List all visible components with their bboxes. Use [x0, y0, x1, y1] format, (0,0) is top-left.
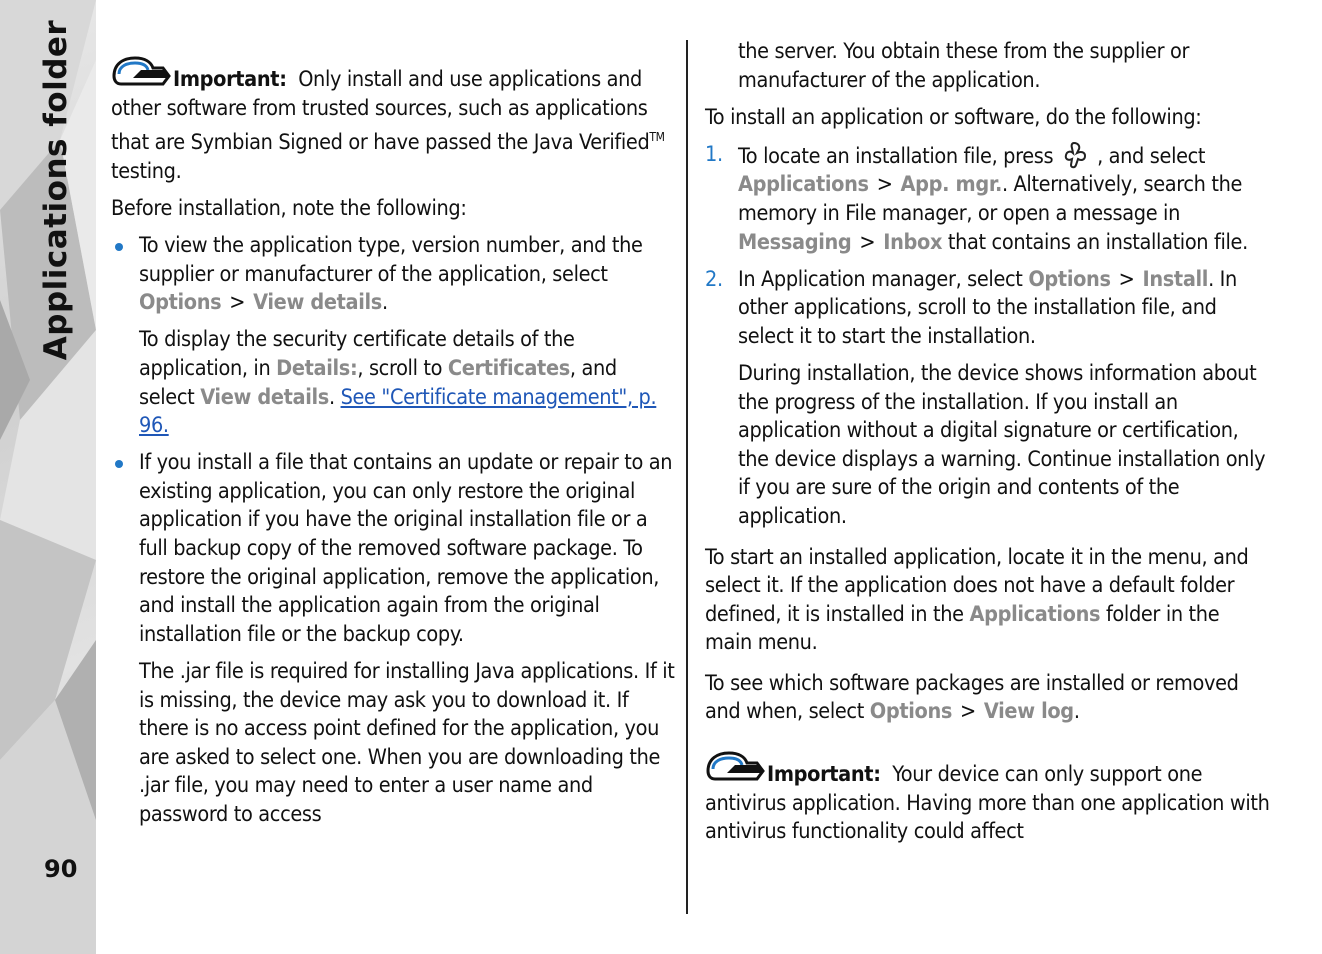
- sub-text-c: , and select: [139, 356, 617, 410]
- step2-text-a: In Application manager, select: [738, 266, 1023, 292]
- separator: >: [229, 290, 246, 316]
- bullet-icon: [115, 460, 123, 468]
- list-item: [111, 449, 676, 649]
- details-command: Details:: [276, 356, 358, 381]
- list-item: [111, 232, 676, 318]
- bullet1-text: To view the application type, version number, and the supplier or manufacturer of the application, select: [139, 233, 643, 287]
- sub-text-d: .: [328, 384, 335, 410]
- separator: >: [876, 172, 893, 198]
- bullet1-subparagraph: [111, 326, 676, 440]
- separator: >: [1118, 266, 1135, 292]
- bullet2-subparagraph: The .jar file is required for installing Java applications. If it is missing, the device may ask you to download it. If there is no access point defined for the application, you are asked to select one. When you are downloading the .jar file, you may need to enter a user name and password to access: [139, 658, 675, 827]
- options-command: Options: [139, 290, 222, 316]
- view-log-paragraph: [705, 670, 1270, 727]
- right-column: [705, 38, 1270, 855]
- before-install-text: Before installation, note the following:: [111, 196, 467, 222]
- view-details-command: View details: [200, 384, 329, 410]
- separator: >: [960, 699, 976, 725]
- sidebar-decoration: [0, 0, 96, 954]
- important-text: Your device can only support one antivirus application. Having more than one application with antivirus functionality could affect: [705, 762, 1270, 845]
- sub-text-b: , scroll to: [357, 356, 443, 381]
- view-log-command: View log: [983, 699, 1074, 725]
- page-number: 90: [44, 855, 78, 883]
- step-item: [705, 141, 1270, 257]
- step2-text-b: . In other applications, scroll to the installation file, and select it to start the installation.: [738, 266, 1237, 349]
- left-column: [111, 66, 676, 838]
- certificate-management-link[interactable]: See "Certificate management", p. 96.: [139, 384, 657, 439]
- applications-command: Applications: [738, 172, 869, 198]
- log-text-a: To see which software packages are installed or removed and when, select: [705, 670, 1239, 725]
- column-divider: [686, 40, 688, 914]
- step-number: 1.: [705, 141, 723, 167]
- applications-folder-command: Applications: [969, 601, 1101, 627]
- important-label: Important:: [173, 67, 287, 92]
- certificates-command: Certificates: [447, 356, 570, 381]
- step1-text-d: that contains an installation file.: [947, 229, 1248, 255]
- sub-text-a: To display the security certificate details of the application, in: [139, 327, 575, 381]
- install-command: Install: [1142, 266, 1209, 292]
- important-hand-icon: [111, 54, 171, 90]
- bullet2-text: If you install a file that contains an update or repair to an existing application, you can only restore the original application if you have the original installation file or a full backup copy of the removed software package. To restore the original application, remove the application, and install the application again from the original installation file or the backup copy.: [139, 450, 673, 647]
- step-item: [705, 266, 1270, 352]
- messaging-command: Messaging: [738, 229, 852, 255]
- inbox-command: Inbox: [883, 229, 943, 255]
- start-text-a: To start an installed application, locate it in the menu, and select it. If the application does not have a default folder defined, it is installed in the: [705, 544, 1249, 627]
- start-app-paragraph: [705, 544, 1270, 658]
- step1-text-b: , and select: [1097, 143, 1206, 169]
- app-mgr-command: App. mgr.: [900, 172, 1002, 198]
- step-number: 2.: [705, 266, 723, 292]
- important-note: [705, 749, 1270, 847]
- separator: >: [859, 229, 876, 255]
- step1-text-c: . Alternatively, search the memory in File manager, or open a message in: [738, 172, 1243, 226]
- bullet1-end: .: [381, 290, 388, 316]
- important-hand-icon: [705, 749, 765, 785]
- bullet-icon: [115, 243, 123, 251]
- trademark: TM: [649, 130, 665, 145]
- important-note: [111, 66, 676, 187]
- options-command: Options: [1028, 266, 1111, 292]
- step1-text-a: To locate an installation file, press: [738, 143, 1054, 169]
- options-command: Options: [869, 699, 953, 725]
- step2-subparagraph: During installation, the device shows information about the progress of the installation. If you install an application without a digital signature or certification, the device displays a warning. Continue installation only if you are sure of the origin and contents of the application.: [738, 360, 1266, 529]
- to-install-text: To install an application or software, do the following:: [705, 104, 1202, 130]
- menu-key-icon: [1062, 141, 1094, 169]
- important-text-end: testing.: [111, 158, 182, 184]
- section-title: Applications folder: [38, 19, 74, 361]
- log-end: .: [1073, 699, 1080, 725]
- important-label: Important:: [767, 762, 881, 788]
- continuation-text: the server. You obtain these from the supplier or manufacturer of the application.: [738, 39, 1190, 93]
- view-details-command: View details: [253, 290, 382, 316]
- important-text: Only install and use applications and other software from trusted sources, such as applications that are Symbian Signed or have passed the Java Verified: [111, 67, 650, 156]
- start-text-b: folder in the main menu.: [705, 601, 1220, 656]
